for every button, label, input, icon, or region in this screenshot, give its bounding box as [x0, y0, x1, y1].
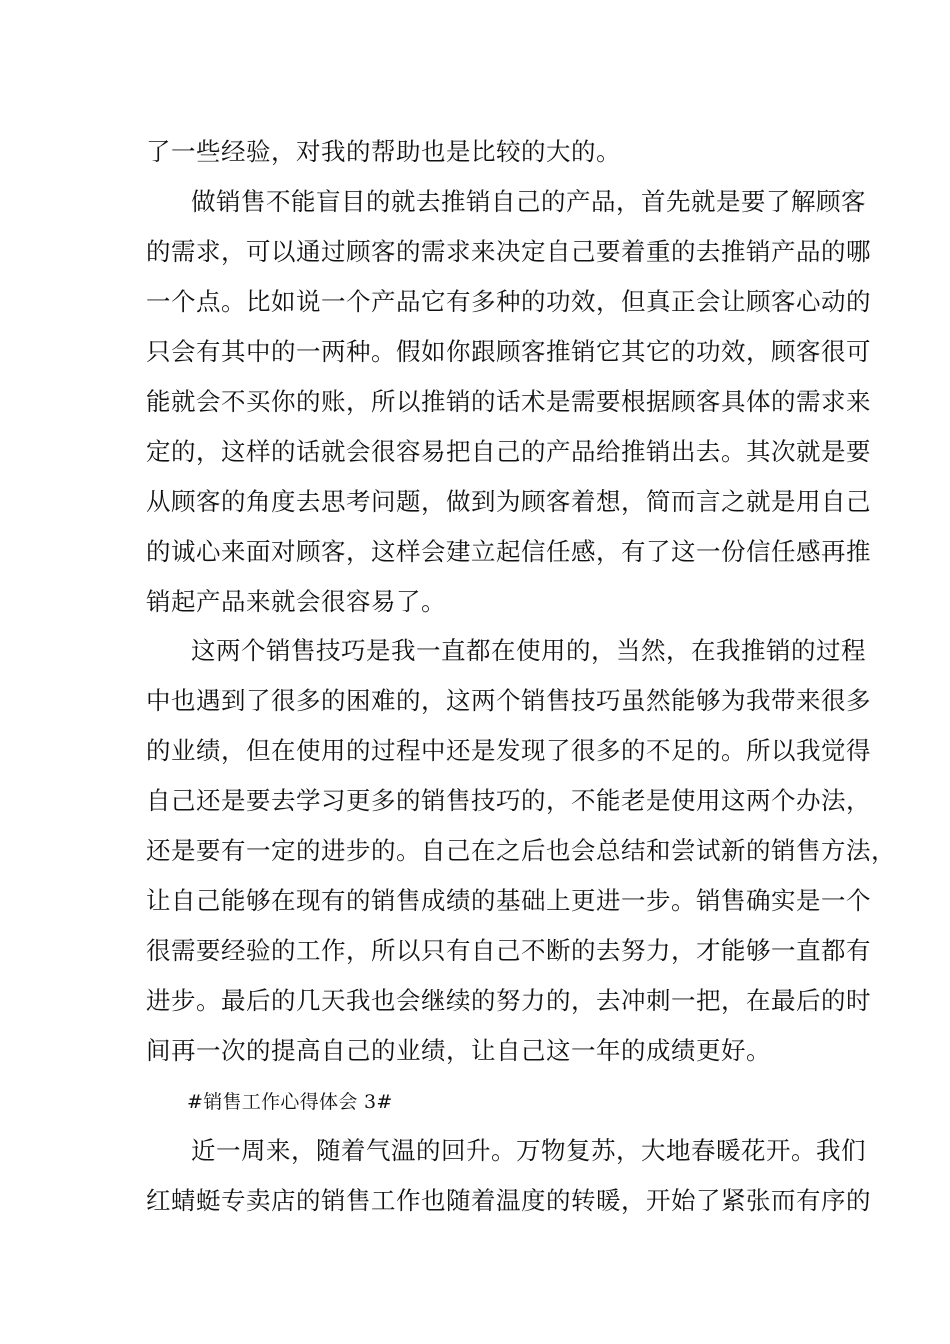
- text-line: 很需要经验的工作，所以只有自己不断的去努力，才能够一直都有: [146, 936, 871, 965]
- text-line: 还是要有一定的进步的。自己在之后也会总结和尝试新的销售方法，: [146, 836, 896, 865]
- text-line: 红蜻蜓专卖店的销售工作也随着温度的转暖，开始了紧张而有序的: [146, 1186, 871, 1215]
- text-line: 只会有其中的一两种。假如你跟顾客推销它其它的功效，顾客很可: [146, 337, 871, 366]
- text-line: 让自己能够在现有的销售成绩的基础上更进一步。销售确实是一个: [146, 886, 871, 915]
- paragraph-start-line: 做销售不能盲目的就去推销自己的产品，首先就是要了解顾客: [191, 187, 866, 216]
- text-line: 间再一次的提高自己的业绩，让自己这一年的成绩更好。: [146, 1036, 771, 1065]
- paragraph-start-line: 近一周来，随着气温的回升。万物复苏，大地春暖花开。我们: [191, 1136, 866, 1165]
- text-line: 的业绩，但在使用的过程中还是发现了很多的不足的。所以我觉得: [146, 736, 871, 765]
- text-line: 的需求，可以通过顾客的需求来决定自己要着重的去推销产品的哪: [146, 237, 871, 266]
- text-line: 能就会不买你的账，所以推销的话术是需要根据顾客具体的需求来: [146, 387, 871, 416]
- text-line: 了一些经验，对我的帮助也是比较的大的。: [146, 137, 621, 166]
- text-line: 定的，这样的话就会很容易把自己的产品给推销出去。其次就是要: [146, 437, 871, 466]
- text-line: 进步。最后的几天我也会继续的努力的，去冲刺一把，在最后的时: [146, 986, 871, 1015]
- text-line: 从顾客的角度去思考问题，做到为顾客着想，简而言之就是用自己: [146, 487, 871, 516]
- paragraph-start-line: 这两个销售技巧是我一直都在使用的，当然，在我推销的过程: [191, 636, 866, 665]
- section-heading: #销售工作心得体会 3#: [187, 1091, 393, 1113]
- text-line: 销起产品来就会很容易了。: [146, 587, 446, 616]
- text-line: 的诚心来面对顾客，这样会建立起信任感，有了这一份信任感再推: [146, 537, 871, 566]
- text-line: 一个点。比如说一个产品它有多种的功效，但真正会让顾客心动的: [146, 287, 871, 316]
- text-line: 中也遇到了很多的困难的，这两个销售技巧虽然能够为我带来很多: [146, 686, 871, 715]
- text-line: 自己还是要去学习更多的销售技巧的，不能老是使用这两个办法，: [146, 786, 871, 815]
